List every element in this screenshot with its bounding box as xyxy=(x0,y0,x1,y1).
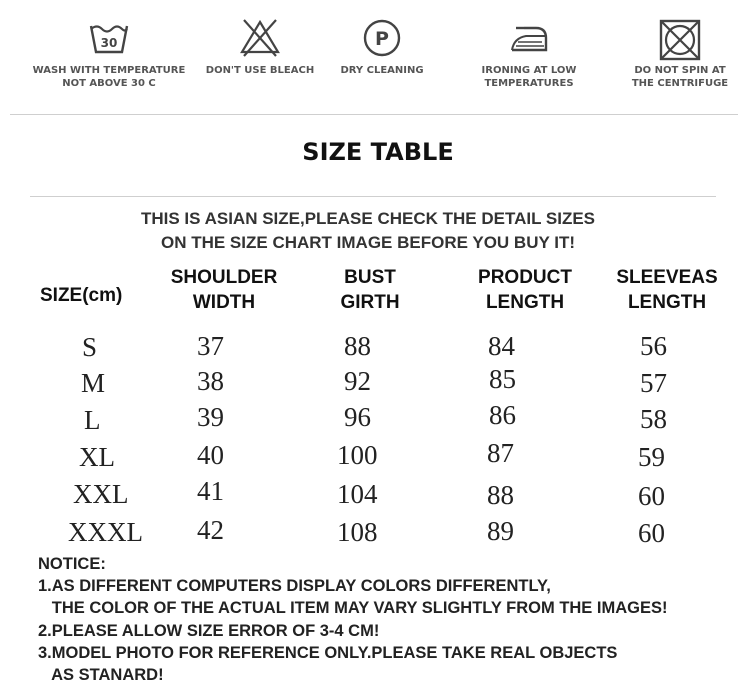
care-instructions-row xyxy=(10,18,740,110)
header-line: LENGTH xyxy=(485,292,565,313)
header-line: SLEEVEAS xyxy=(616,267,718,288)
length-cell: 86 xyxy=(489,400,516,430)
dry-clean-icon xyxy=(360,18,404,58)
shoulder-cell: 41 xyxy=(197,476,224,506)
header-line: LENGTH xyxy=(627,292,707,313)
sleeve-cell: 57 xyxy=(640,368,667,398)
care-label-line: DON'T USE BLEACH xyxy=(205,65,315,76)
dry-clean-letter: P xyxy=(375,28,389,50)
wash-temp-number: 30 xyxy=(100,36,118,50)
size-cell: XXL xyxy=(73,479,129,509)
length-cell: 84 xyxy=(488,331,515,361)
bust-cell: 104 xyxy=(337,479,378,509)
care-label-bleach xyxy=(198,64,322,77)
header-line: GIRTH xyxy=(340,292,400,313)
care-label-line: TEMPERATURES xyxy=(484,78,574,89)
length-cell: 85 xyxy=(489,364,516,394)
notice-heading: NOTICE: xyxy=(38,555,106,573)
care-item-ironing xyxy=(470,18,588,90)
notice-line: 1.AS DIFFERENT COMPUTERS DISPLAY COLORS DIFFERENTLY, xyxy=(38,577,551,595)
sleeve-cell: 56 xyxy=(640,331,667,361)
care-item-tumble xyxy=(624,18,736,90)
shoulder-cell: 37 xyxy=(197,331,224,361)
sleeve-cell: 58 xyxy=(640,404,667,434)
size-cell: L xyxy=(84,405,101,435)
care-label-wash xyxy=(24,64,194,90)
care-label-ironing xyxy=(470,64,588,90)
size-cell: XXXL xyxy=(68,517,143,547)
size-cell: XL xyxy=(79,442,115,472)
iron-low-icon xyxy=(506,18,552,58)
bust-cell: 108 xyxy=(337,517,378,547)
bust-cell: 96 xyxy=(344,402,371,432)
header-line: WIDTH xyxy=(192,292,256,313)
sleeve-cell: 60 xyxy=(638,481,665,511)
care-item-bleach xyxy=(198,18,322,77)
care-label-line: NOT ABOVE 30 C xyxy=(62,78,156,89)
bust-cell: 92 xyxy=(344,366,371,396)
care-label-line: THE CENTRIFUGE xyxy=(631,78,729,89)
wash-30-icon xyxy=(87,18,131,58)
care-label-dry-clean xyxy=(330,64,434,77)
no-tumble-dry-icon xyxy=(658,18,702,62)
shoulder-cell: 42 xyxy=(197,515,224,545)
notice-line: 2.PLEASE ALLOW SIZE ERROR OF 3-4 CM! xyxy=(38,622,380,640)
care-item-wash xyxy=(24,18,194,90)
sleeve-cell: 60 xyxy=(638,518,665,548)
header-size xyxy=(40,283,122,308)
size-cell: S xyxy=(82,332,98,362)
notice-line: 3.MODEL PHOTO FOR REFERENCE ONLY.PLEASE TAKE REAL OBJECTS xyxy=(38,644,618,662)
no-bleach-icon xyxy=(238,18,282,58)
care-label-line: IRONING AT LOW xyxy=(481,65,577,76)
header-line: BUST xyxy=(344,267,396,288)
intro-line-2: ON THE SIZE CHART IMAGE BEFORE YOU BUY IT! xyxy=(160,233,575,252)
care-label-tumble xyxy=(624,64,736,90)
header-line: SHOULDER xyxy=(170,267,278,288)
header-shoulder xyxy=(152,265,296,315)
bust-cell: 100 xyxy=(337,440,378,470)
size-cell: M xyxy=(81,368,106,398)
page-title: SIZE TABLE xyxy=(302,138,454,166)
divider-title xyxy=(30,196,716,197)
length-cell: 88 xyxy=(487,480,514,510)
care-label-line: DO NOT SPIN AT xyxy=(634,65,726,76)
shoulder-cell: 39 xyxy=(197,402,224,432)
sleeve-cell: 59 xyxy=(638,442,665,472)
shoulder-cell: 38 xyxy=(197,366,224,396)
intro-text xyxy=(0,207,736,255)
header-size-label: SIZE(cm) xyxy=(40,285,123,306)
notice-line: THE COLOR OF THE ACTUAL ITEM MAY VARY SLIGHTLY FROM THE IMAGES! xyxy=(38,599,668,617)
header-sleeve xyxy=(600,265,734,315)
notice-line: AS STANARD! xyxy=(38,666,164,684)
header-length xyxy=(458,265,592,315)
divider-top xyxy=(10,114,738,115)
length-cell: 87 xyxy=(487,438,514,468)
length-cell: 89 xyxy=(487,516,514,546)
intro-line-1: THIS IS ASIAN SIZE,PLEASE CHECK THE DETAIL SIZES xyxy=(140,209,596,228)
care-label-line: DRY CLEANING xyxy=(340,65,424,76)
shoulder-cell: 40 xyxy=(197,440,224,470)
header-bust xyxy=(318,265,422,315)
care-item-dry-clean xyxy=(330,18,434,77)
care-label-line: WASH WITH TEMPERATURE xyxy=(32,65,186,76)
bust-cell: 88 xyxy=(344,331,371,361)
header-line: PRODUCT xyxy=(478,267,572,288)
